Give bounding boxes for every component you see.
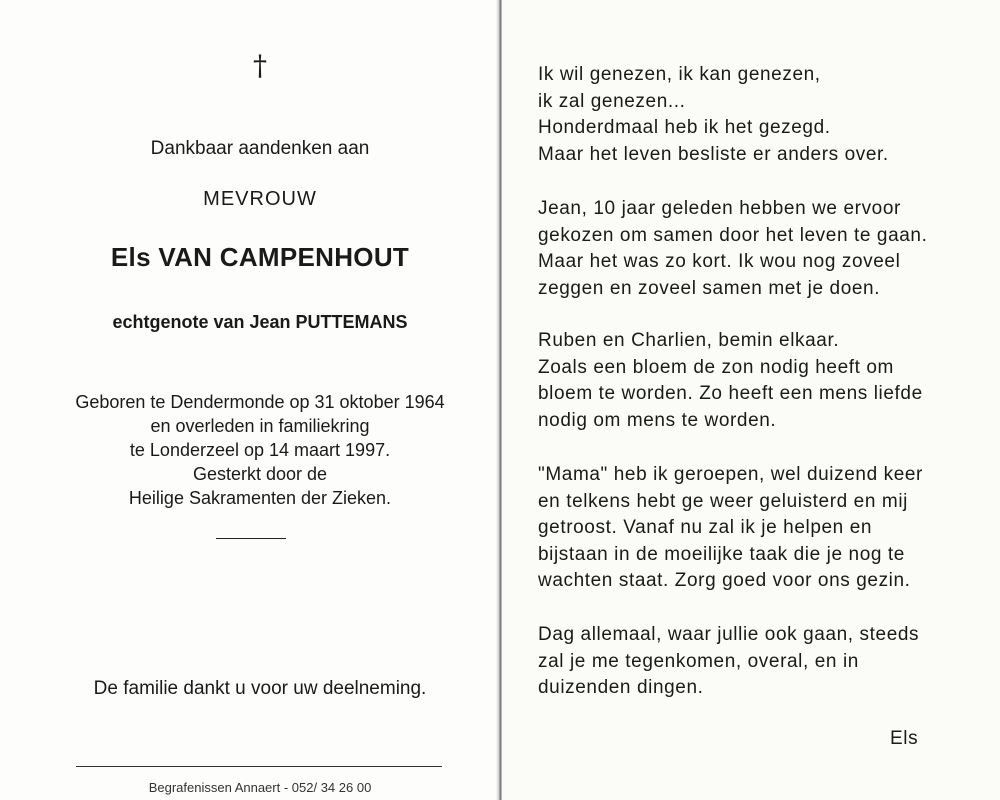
poem-line: Jean, 10 jaar geleden hebben we ervoor (538, 198, 901, 219)
poem-line: Maar het was zo kort. Ik wou nog zoveel (538, 251, 901, 272)
poem-line: wachten staat. Zorg goed voor ons gezin. (538, 570, 911, 591)
poem-stanza (538, 462, 923, 595)
thanks-line: De familie dankt u voor uw deelneming. (93, 678, 427, 699)
bio-line: Gesterkt door de (192, 464, 328, 484)
bio-line: Heilige Sakramenten der Zieken. (128, 488, 392, 508)
poem-line: ik zal genezen... (538, 90, 686, 112)
poem-line: bijstaan in de moeilijke taak die je nog te (538, 543, 905, 565)
poem-stanza (538, 62, 889, 168)
intro-text: Dankbaar aandenken aan (150, 138, 370, 159)
poem-line: Ik wil genezen, ik kan genezen, (538, 64, 821, 85)
biography (0, 390, 520, 510)
cross-icon: † (253, 49, 267, 82)
bio-line: Geboren te Dendermonde op 31 oktober 1964 (75, 392, 445, 412)
poem-line: nodig om mens te worden. (538, 409, 777, 431)
spouse-line: echtgenote van Jean PUTTEMANS (112, 312, 408, 332)
poem-line: bloem te worden. Zo heeft een mens liefde (538, 383, 923, 404)
poem-stanza (538, 622, 919, 702)
divider-short (216, 538, 286, 539)
poem-line: duizenden dingen. (538, 677, 704, 698)
poem-stanza (538, 328, 923, 434)
signature: Els (890, 728, 919, 749)
poem-line: Ruben en Charlien, bemin elkaar. (538, 330, 840, 351)
poem-line: gekozen om samen door het leven te gaan. (538, 224, 928, 246)
poem-line: Honderdmaal heb ik het gezegd. (538, 117, 831, 138)
poem-line: en telkens hebt ge weer geluisterd en mij (538, 490, 908, 512)
poem-line: "Mama" heb ik geroepen, wel duizend keer (538, 464, 923, 485)
undertaker-line: Begrafenissen Annaert - 052/ 34 26 00 (148, 780, 372, 795)
poem-stanza (538, 196, 927, 302)
poem-line: Dag allemaal, waar jullie ook gaan, steeds (538, 624, 920, 645)
poem-line: zeggen en zoveel samen met je doen. (538, 277, 881, 299)
left-page (0, 0, 498, 800)
title-mevrouw: MEVROUW (203, 188, 317, 210)
poem-line: getroost. Vanaf nu zal ik je helpen en (538, 517, 873, 538)
poem-line: Maar het leven besliste er anders over. (538, 143, 889, 165)
poem-line: Zoals een bloem de zon nodig heeft om (538, 356, 894, 378)
divider-long (76, 766, 442, 767)
bio-line: en overleden in familiekring (150, 416, 370, 436)
poem-line: zal je me tegenkomen, overal, en in (538, 650, 859, 672)
deceased-name: Els VAN CAMPENHOUT (110, 242, 410, 272)
bio-line: te Londerzeel op 14 maart 1997. (129, 440, 391, 460)
